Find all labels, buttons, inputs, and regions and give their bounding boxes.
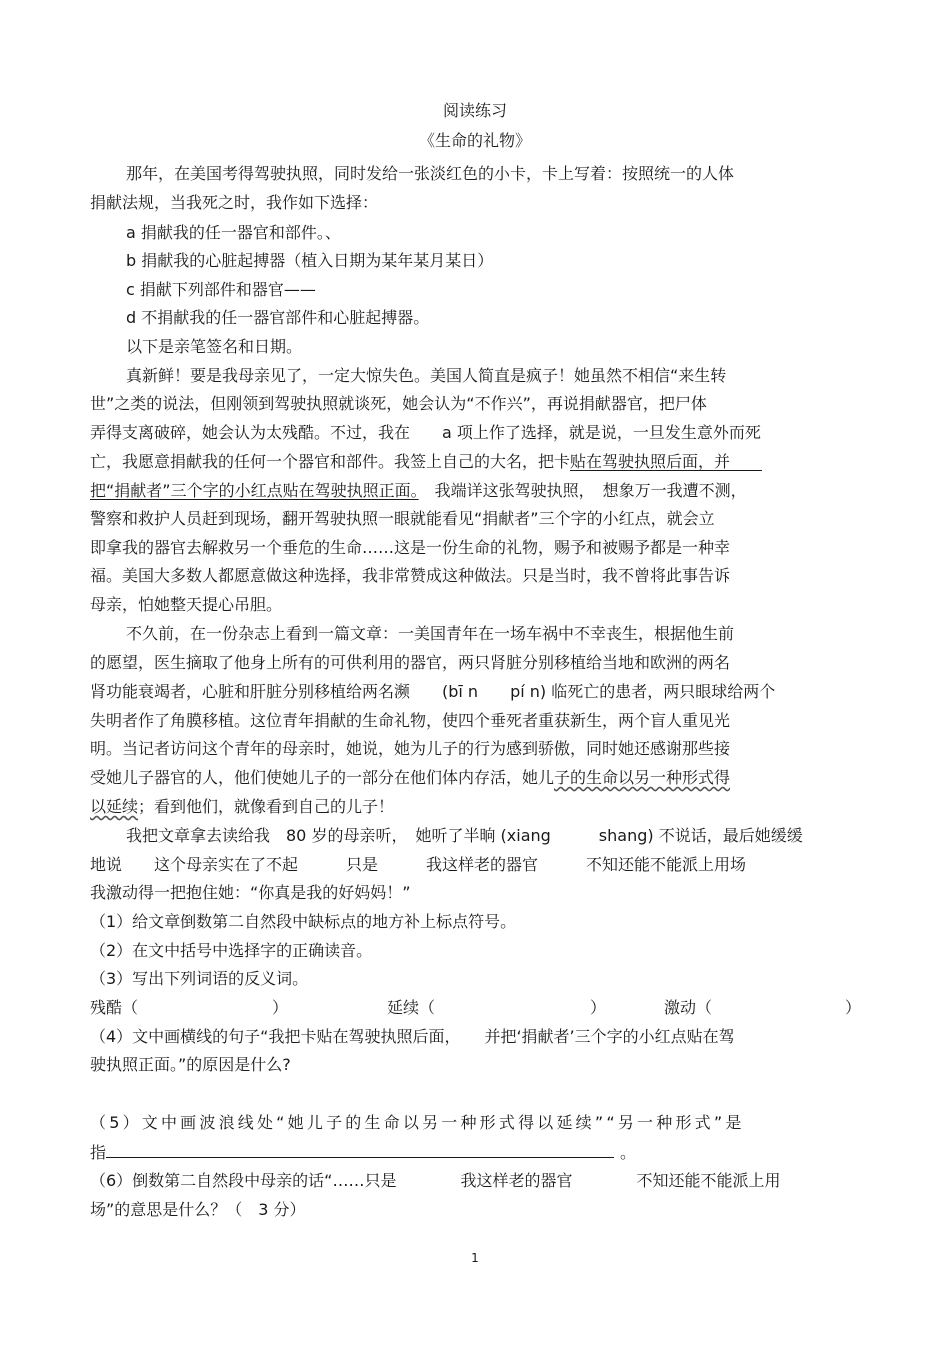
paragraph-line: 母亲，怕她整天提心吊胆。	[90, 595, 283, 614]
line-text: 受她儿子器官的人，他们使她儿子的一部分在他们体内存活，她儿	[90, 768, 555, 787]
paragraph-line: 不久前，在一份杂志上看到一篇文章：一美国青年在一场车祸中不幸丧生，根据他生前	[126, 624, 735, 643]
paragraph-line: 捐献法规，当我死之时，我作如下选择：	[90, 193, 379, 212]
paragraph-line	[90, 768, 730, 788]
question-6: （6）倒数第二自然段中母亲的话“……只是 我这样老的器官 不知还能不能派上用	[90, 1171, 781, 1190]
paragraph-line: 福。美国大多数人都愿意做这种选择，我非常赞成这种做法。只是当时，我不曾将此事告诉	[90, 566, 731, 585]
antonym-excited-close: ）	[845, 998, 862, 1017]
page-number: 1	[471, 1251, 479, 1265]
question-5: （5）文中画波浪线处“她儿子的生命以另一种形式得以延续”“另一种形式”是	[90, 1113, 745, 1132]
antonym-continue-close: ）	[590, 998, 607, 1017]
paragraph-line: 我把文章拿去读给我 80 岁的母亲听， 她听了半晌 (xiang shang) 不说话，最后她缓缓	[126, 826, 803, 845]
paragraph-line: 肾功能衰竭者，心脏和肝脏分别移植给两名濒 (bī n pí n) 临死亡的患者，两只眼球给两个	[90, 682, 776, 701]
antonym-cruel-close: ）	[272, 998, 289, 1017]
line-text: ；看到他们，就像看到自己的儿子！	[138, 797, 395, 816]
answer-blank[interactable]	[106, 1142, 614, 1158]
question-4-cont: 驶执照正面。”的原因是什么?	[90, 1055, 291, 1074]
option-c: c 捐献下列部件和器官——	[126, 280, 316, 299]
paragraph-line: 失明者作了角膜移植。这位青年捐献的生命礼物，使四个垂死者重获新生，两个盲人重见光	[90, 711, 731, 730]
paragraph-line: 即拿我的器官去解救另一个垂危的生命……这是一份生命的礼物，赐予和被赐予都是一种幸	[90, 538, 731, 557]
antonym-continue: 延续（	[387, 998, 436, 1017]
question-5-cont	[90, 1142, 636, 1162]
paragraph-line: 那年，在美国考得驾驶执照，同时发给一张淡红色的小卡，卡上写着：按照统一的人体	[126, 164, 735, 183]
question-1: （1）给文章倒数第二自然段中缺标点的地方补上标点符号。	[90, 912, 517, 931]
antonym-cruel: 残酷（	[90, 998, 139, 1017]
paragraph-line: 弄得支离破碎，她会认为太残酷。不过，我在 a 项上作了选择，就是说，一旦发生意外而死	[90, 423, 761, 442]
article-title: 《生命的礼物》	[418, 131, 531, 150]
page-heading: 阅读练习	[442, 101, 507, 120]
paragraph-line	[90, 481, 747, 501]
paragraph-line: 我激动得一把抱住她：“你真是我的好妈妈！”	[90, 883, 411, 902]
paragraph-line: 明。当记者访问这个青年的母亲时，她说，她为儿子的行为感到骄傲，同时她还感谢那些接	[90, 739, 731, 758]
antonym-excited: 激动（	[664, 998, 713, 1017]
paragraph-line	[90, 452, 762, 472]
paragraph-line: 世”之类的说法，但刚领到驾驶执照就谈死，她会认为“不作兴”，再说捐献器官，把尸体	[90, 394, 707, 413]
paragraph-line	[90, 797, 394, 817]
question-2: （2）在文中括号中选择字的正确读音。	[90, 941, 373, 960]
option-a: a 捐献我的任一器官和部件。、	[126, 223, 341, 242]
question-4: （4）文中画横线的句子“我把卡贴在驾驶执照后面， 并把‘捐献者’三个字的小红点贴在驾	[90, 1027, 735, 1046]
question-6-cont: 场”的意思是什么？（ 3 分）	[90, 1200, 306, 1219]
line-text: 亡，我愿意捐献我的任何一个器官和部件。我签上自己的大名，把卡	[90, 452, 571, 471]
paragraph-line: 真新鲜！要是我母亲见了，一定大惊失色。美国人简直是疯子！她虽然不相信“来生转	[126, 366, 727, 385]
underlined-sentence: 贴在驾驶执照后面，并	[570, 452, 763, 471]
line-text: 。	[620, 1143, 637, 1162]
question-3: （3）写出下列词语的反义词。	[90, 969, 309, 988]
line-text: 指	[90, 1143, 107, 1162]
line-text: 我端详这张驾驶执照， 想象万一我遭不测，	[418, 481, 747, 500]
paragraph-line: 的愿望，医生摘取了他身上所有的可供利用的器官，两只肾脏分别移植给当地和欧洲的两名	[90, 653, 731, 672]
paragraph-line: 地说 这个母亲实在了不起 只是 我这样老的器官 不知还能不能派上用场	[90, 855, 747, 874]
paragraph-line: 警察和救护人员赶到现场，翻开驾驶执照一眼就能看见“捐献者”三个字的小红点，就会立	[90, 509, 715, 528]
wavy-sentence: 子的生命以另一种形式得	[554, 768, 731, 787]
underlined-sentence: 把“捐献者”三个字的小红点贴在驾驶执照正面。	[90, 481, 419, 500]
option-d: d 不捐献我的任一器官部件和心脏起搏器。	[126, 308, 430, 327]
paragraph-line: 以下是亲笔签名和日期。	[126, 337, 303, 356]
option-b: b 捐献我的心脏起搏器（植入日期为某年某月某日）	[126, 251, 494, 270]
wavy-sentence: 以延续	[90, 797, 139, 816]
